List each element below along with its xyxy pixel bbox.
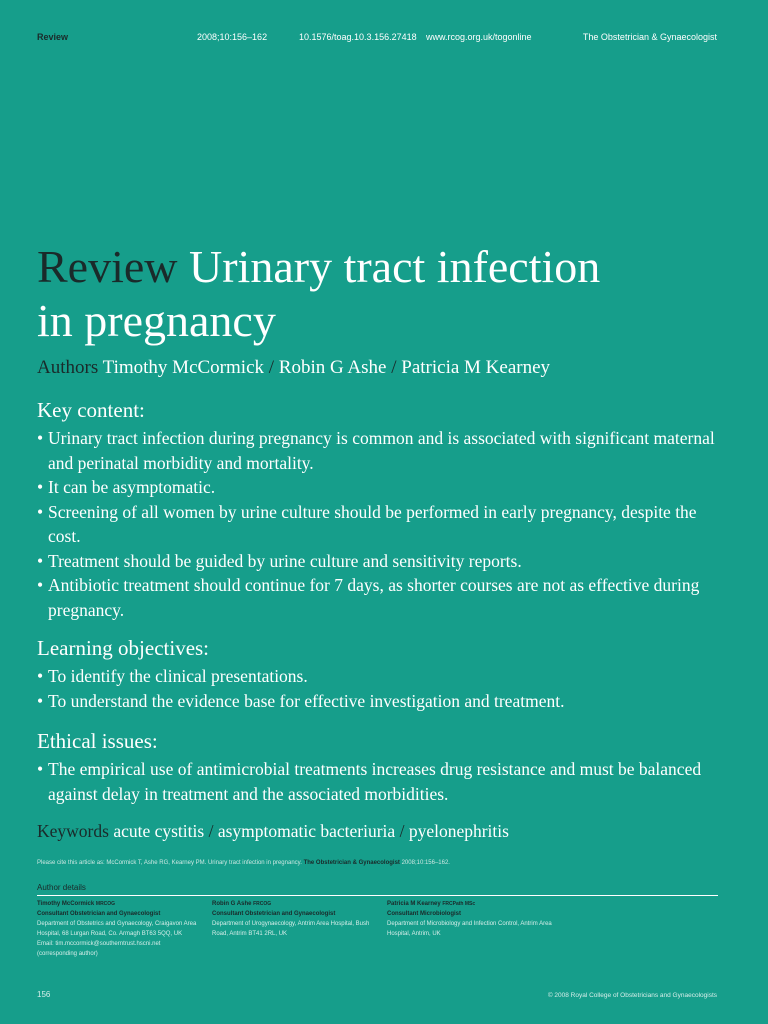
- ethical-issues-list: [37, 757, 727, 806]
- keyword: pyelonephritis: [408, 821, 509, 841]
- citation-line: Please cite this article as: McCormick T, Ashe RG, Kearney PM. Urinary tract infection in pregnancy. The Obstetrician & Gynaecologist 2008;10:156–162.: [37, 860, 450, 866]
- key-content-list: [37, 426, 727, 622]
- title-line-1: Urinary tract infection: [189, 241, 601, 292]
- list-item: • Screening of all women by urine culture should be performed in early pregnancy, despite the cost.: [37, 501, 697, 546]
- list-item: • Treatment should be guided by urine culture and sensitivity reports.: [37, 550, 522, 571]
- ethical-issues-heading: Ethical issues:: [37, 729, 158, 753]
- keyword: asymptomatic bacteriuria: [217, 821, 396, 841]
- author-detail-block: Timothy McCormick MRCOG Consultant Obstetrician and Gynaecologist Department of Obstetrics and Gynaecology, Craigavon Area Hospital, 68 Lurgan Road, Co. Armagh BT63 5QQ, UK Email: tim.mccormick@southerntrust.hscni.net (corresponding author): [37, 899, 207, 959]
- author-separator: /: [268, 357, 275, 378]
- header-url[interactable]: www.rcog.org.uk/togonline: [426, 32, 532, 42]
- keywords-label: Keywords: [37, 821, 109, 841]
- header-journal: The Obstetrician & Gynaecologist: [582, 32, 717, 42]
- header-doi[interactable]: 10.1576/toag.10.3.156.27418: [299, 32, 417, 42]
- header-volume: 2008;10:156–162: [197, 32, 268, 42]
- running-header: [37, 32, 717, 48]
- author-separator: /: [391, 357, 397, 378]
- copyright: © 2008 Royal College of Obstetricians and Gynaecologists: [547, 992, 717, 999]
- list-item: • The empirical use of antimicrobial treatments increases drug resistance and must be balanced against delay in treatment and the associated morbidities.: [37, 759, 702, 804]
- list-item: • To identify the clinical presentations.: [37, 666, 308, 686]
- author-detail-block: Patricia M Kearney FRCPath MSc Consultant Microbiologist Department of Microbiology and Infection Control, Antrim Area Hospital, Antrim, UK: [387, 901, 552, 937]
- author-name: Robin G Ashe: [278, 357, 387, 378]
- authors-line: [37, 357, 550, 379]
- list-item: • It can be asymptomatic.: [37, 477, 216, 497]
- list-item: • Urinary tract infection during pregnancy is common and is associated with significant maternal and perinatal morbidity and mortality.: [37, 428, 715, 473]
- header-section: Review: [37, 32, 69, 42]
- key-content-heading: Key content:: [37, 398, 145, 422]
- author-email[interactable]: Email: tim.mccormick@southerntrust.hscni.net: [37, 941, 161, 947]
- divider: [37, 895, 718, 896]
- keyword: acute cystitis: [113, 821, 205, 841]
- list-item: • Antibiotic treatment should continue for 7 days, as shorter courses are not as effective during pregnancy.: [37, 575, 700, 620]
- author-details-heading: Author details: [37, 883, 86, 892]
- learning-objectives-heading: Learning objectives:: [37, 636, 210, 660]
- keywords-line: Keywords acute cystitis / asymptomatic bacteriuria / pyelonephritis: [37, 821, 509, 841]
- title-label: Review: [37, 241, 178, 292]
- list-item: • To understand the evidence base for effective investigation and treatment.: [37, 690, 565, 711]
- article-title: [37, 240, 727, 348]
- title-line-2: in pregnancy: [37, 295, 276, 346]
- learning-objectives-list: [37, 664, 727, 713]
- author-name: Patricia M Kearney: [401, 357, 551, 378]
- author-detail-block: Robin G Ashe FRCOG Consultant Obstetrician and Gynaecologist Department of Urogynaecology, Antrim Area Hospital, Bush Road, Antrim BT41 2RL, UK: [212, 901, 370, 937]
- citation-journal: The Obstetrician & Gynaecologist: [303, 860, 400, 866]
- author-name: Timothy McCormick: [102, 357, 264, 378]
- authors-label: Authors: [37, 357, 99, 378]
- page-number: 156: [37, 990, 51, 999]
